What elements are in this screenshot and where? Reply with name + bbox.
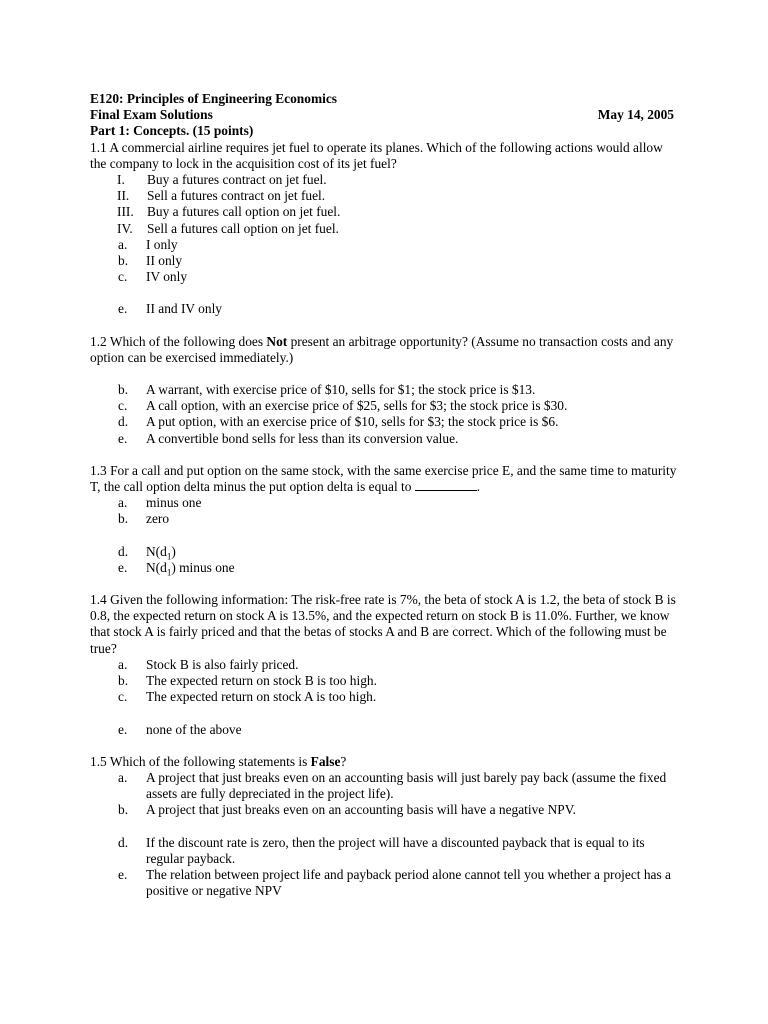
answer-option [90, 431, 680, 447]
answer-option [90, 495, 680, 511]
option-text: A convertible bond sells for less than its conversion value. [146, 430, 459, 446]
answer-option [90, 673, 680, 689]
option-text [146, 560, 680, 576]
option-label: d. [118, 543, 129, 559]
statement-text: Sell a futures contract on jet fuel. [147, 188, 326, 204]
option-text: II and IV only [146, 301, 222, 317]
option-label: e. [118, 721, 128, 737]
answer-option [90, 560, 680, 576]
option-label: e. [118, 430, 128, 446]
question-1-2 [90, 334, 680, 447]
question-1-3 [90, 463, 680, 576]
formula-text: N(d [146, 543, 167, 559]
option-label: b. [118, 511, 129, 527]
question-stem [90, 334, 680, 366]
stem-text: 1.3 For a call and put option on the same stock, with the same exercise price E, and the same time to maturity T, the call option delta minus the put option delta is equal to [90, 462, 677, 495]
option-text: zero [146, 511, 170, 527]
option-label: a. [118, 495, 128, 511]
option-label: e. [118, 866, 128, 882]
option-label: e. [118, 301, 128, 317]
option-text: A call option, with an exercise price of $25, sells for $3; the stock price is $30. [146, 398, 568, 414]
option-label: c. [118, 398, 128, 414]
exam-date: May 14, 2005 [597, 107, 674, 123]
question-stem: 1.1 A commercial airline requires jet fuel to operate its planes. Which of the following actions would allow the company to lock in the acquisition cost of its jet fuel? [90, 139, 663, 171]
statement-item [90, 221, 680, 237]
question-1-4 [90, 592, 680, 738]
option-label: c. [118, 269, 128, 285]
option-text: A warrant, with exercise price of $10, sells for $1; the stock price is $13. [146, 382, 536, 398]
option-text: The expected return on stock A is too high. [146, 689, 377, 705]
option-label: a. [118, 769, 128, 785]
answer-option [90, 301, 680, 317]
stem-text: 1.5 Which of the following statements is [90, 753, 311, 769]
answer-option [90, 657, 680, 673]
stem-emphasis: False [310, 753, 341, 769]
option-label: b. [118, 253, 129, 269]
option-text: minus one [146, 495, 202, 511]
answer-option [90, 835, 680, 867]
option-text [146, 544, 680, 560]
answer-option [90, 237, 680, 253]
answer-option [90, 253, 680, 269]
statement-label: III. [117, 204, 134, 220]
answer-option [90, 269, 680, 285]
option-label: b. [118, 673, 129, 689]
option-text: I only [146, 236, 178, 252]
option-label: d. [118, 834, 129, 850]
formula-text: ) [171, 543, 176, 559]
stem-text: ? [340, 753, 347, 769]
answer-option [90, 511, 680, 527]
option-label: e. [118, 559, 128, 575]
answer-blank [415, 479, 477, 491]
option-text: A project that just breaks even on an accounting basis will just barely pay back (assume the fixed assets are fully depreciated in the project life). [146, 769, 667, 802]
answer-option [90, 722, 680, 738]
question-1-5 [90, 754, 680, 900]
formula-text: ) minus one [171, 559, 235, 575]
option-label: b. [118, 382, 129, 398]
formula-subscript: 1 [166, 551, 172, 562]
answer-option [90, 802, 680, 818]
stem-text: present an arbitrage opportunity? (Assume no transaction costs and any option can be exercised immediately.) [90, 333, 674, 365]
statement-label: II. [117, 188, 130, 204]
statement-text: Sell a futures call option on jet fuel. [147, 220, 339, 236]
statement-label: I. [117, 172, 125, 188]
answer-option [90, 398, 680, 414]
option-label: d. [118, 414, 129, 430]
title-row [90, 107, 674, 123]
document-title: Final Exam Solutions [90, 107, 213, 123]
answer-option [90, 770, 680, 802]
option-text: A put option, with an exercise price of $10, sells for $3; the stock price is $6. [146, 414, 559, 430]
statement-item [90, 204, 680, 220]
question-stem: 1.4 Given the following information: The risk-free rate is 7%, the beta of stock A is 1.2, the beta of stock B is 0.8, the expected return on stock A is 13.5%, and the expected return on stock B is 11.0%. Further, we know that stock A is fairly priced and that the betas of stocks A and B are correct. Which of the following must be true? [90, 592, 676, 656]
option-text: A project that just breaks even on an accounting basis will have a negative NPV. [146, 802, 577, 818]
option-text: II only [146, 253, 183, 269]
formula-text: N(d [146, 559, 167, 575]
formula-subscript: 1 [166, 567, 172, 578]
question-stem [90, 463, 680, 495]
option-text: Stock B is also fairly priced. [146, 656, 299, 672]
part-heading: Part 1: Concepts. (15 points) [90, 123, 254, 139]
statement-text: Buy a futures call option on jet fuel. [147, 204, 341, 220]
answer-option [90, 689, 680, 705]
option-label: a. [118, 236, 128, 252]
option-text: The relation between project life and payback period alone cannot tell you whether a project has a positive or negative NPV [146, 866, 671, 899]
exam-content [90, 91, 680, 899]
option-label: b. [118, 802, 129, 818]
question-1-1 [90, 140, 680, 318]
option-text: The expected return on stock B is too high. [146, 673, 377, 689]
option-text: IV only [146, 269, 188, 285]
option-label: a. [118, 656, 128, 672]
stem-emphasis: Not [266, 333, 288, 349]
option-text: If the discount rate is zero, then the project will have a discounted payback that is equal to its regular payback. [146, 834, 645, 866]
statement-label: IV. [117, 220, 133, 236]
answer-option [90, 544, 680, 560]
course-title: E120: Principles of Engineering Economics [90, 91, 337, 106]
stem-text: 1.2 Which of the following does [90, 333, 267, 349]
question-stem [90, 754, 680, 770]
statement-item [90, 188, 680, 204]
option-text: none of the above [146, 721, 242, 737]
statement-text: Buy a futures contract on jet fuel. [147, 172, 327, 188]
stem-text: . [476, 479, 481, 495]
answer-option [90, 382, 680, 398]
answer-option [90, 867, 680, 899]
answer-option [90, 414, 680, 430]
option-label: c. [118, 689, 128, 705]
statement-item [90, 172, 680, 188]
